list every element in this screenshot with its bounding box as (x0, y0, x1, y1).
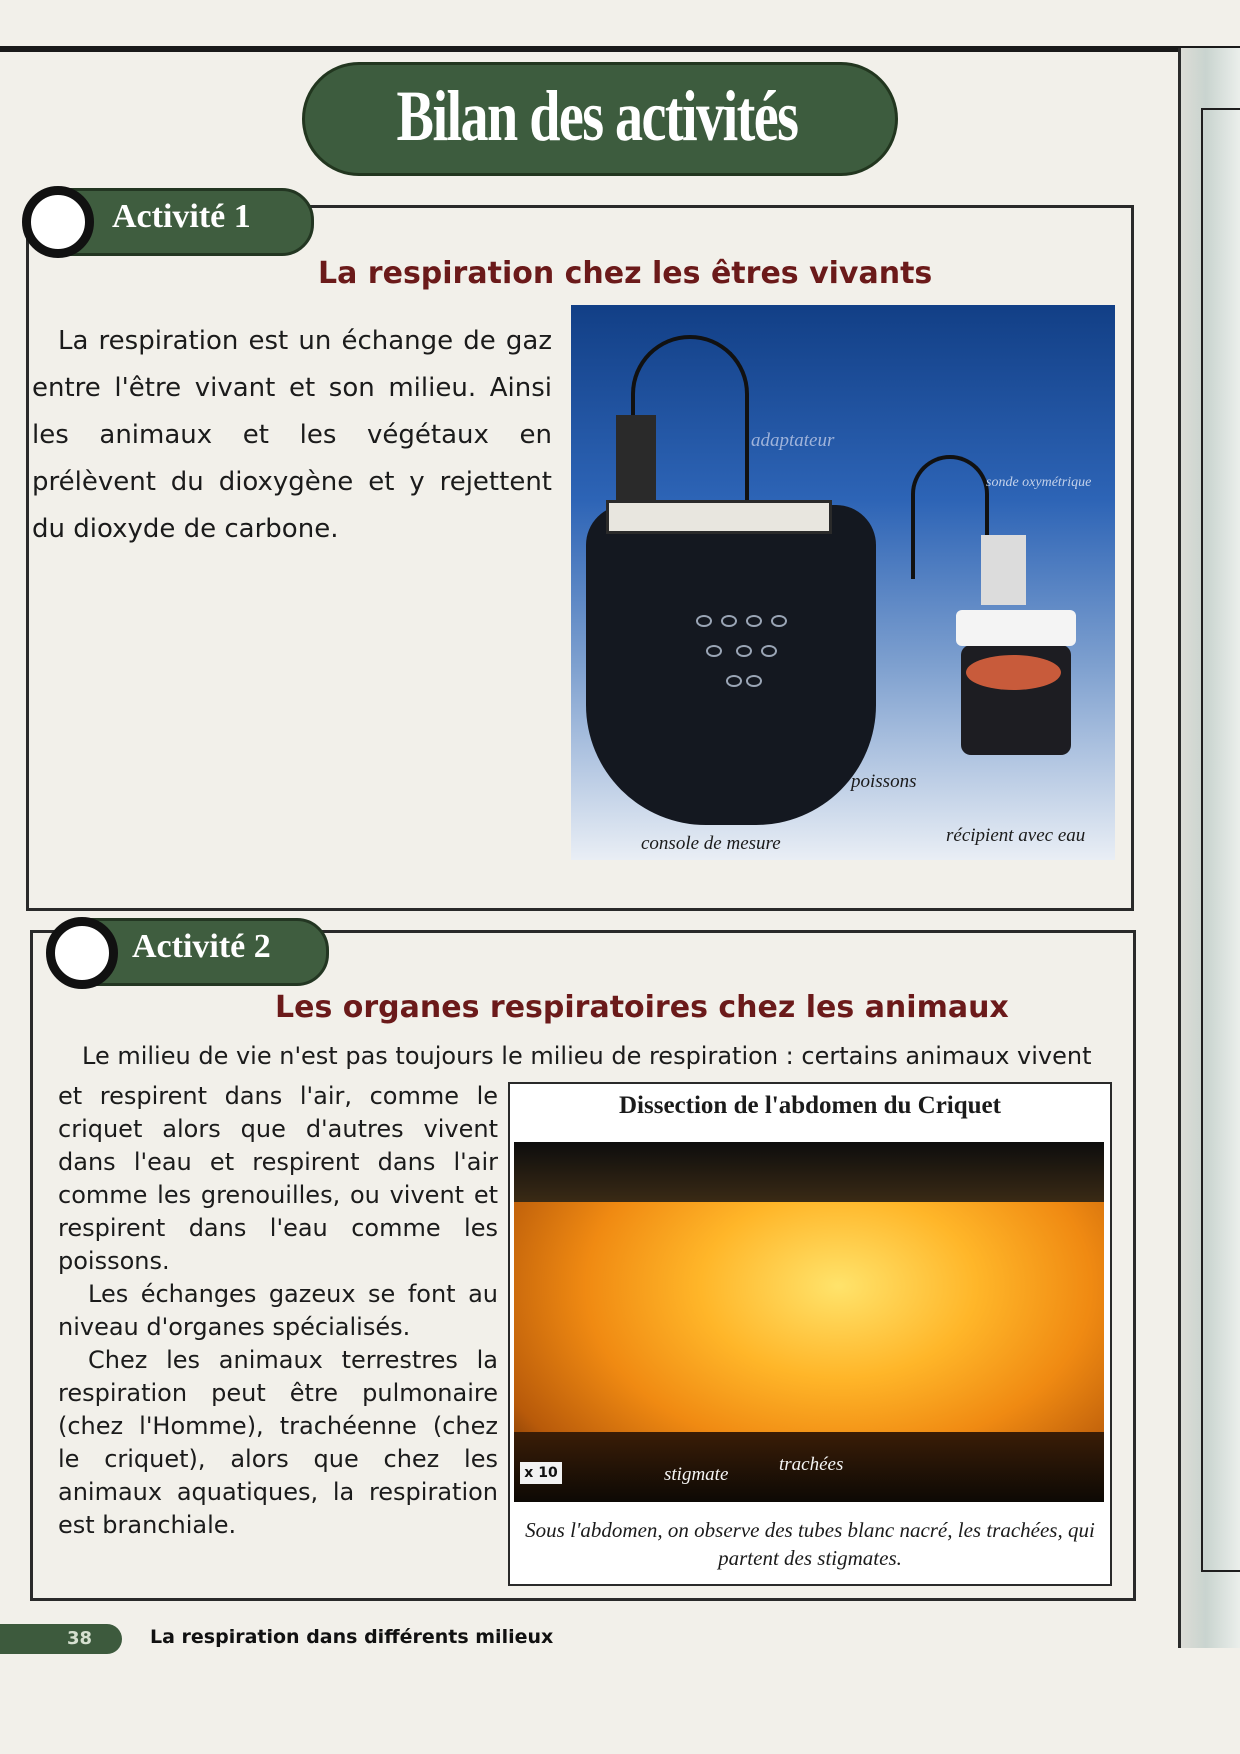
label-stigmate: stigmate (664, 1464, 729, 1485)
measurement-console (586, 505, 876, 825)
activity-2-intro-line: Le milieu de vie n'est pas toujours le milieu de respiration : certains animaux vivent (82, 1042, 1092, 1070)
probe-cable (911, 455, 989, 579)
magnification-badge: x 10 (520, 1462, 562, 1484)
fish-shape (966, 655, 1061, 690)
activity-2-paragraph-3: Chez les animaux terrestres la respiration peut être pulmonaire (chez l'Homme), trachéenne (chez le criquet), alors que chez les animaux aquatiques, la respiration est branchiale. (58, 1346, 498, 1539)
figure-title: Dissection de l'abdomen du Criquet (619, 1092, 1001, 1119)
activity-1-text: La respiration est un échange de gaz entre l'être vivant et son milieu. Ainsi les animaux et les végétaux en prélèvent du dioxygène et y rejettent du dioxyde de carbone. (32, 326, 552, 544)
page-title: Bilan des activités (396, 76, 798, 156)
top-edge-line (0, 46, 1240, 52)
facing-page-edge (1178, 48, 1240, 1648)
label-console: console de mesure (641, 833, 781, 854)
activity-1-circle-icon (22, 186, 94, 258)
dissection-photo (514, 1142, 1104, 1502)
label-trachees: trachées (779, 1454, 844, 1475)
label-adaptateur: adaptateur (751, 430, 835, 451)
label-poissons: poissons (851, 771, 917, 792)
page-number: 38 (0, 1624, 122, 1654)
label-sonde: sonde oxymétrique (986, 475, 1092, 490)
activity-2-text (58, 1080, 498, 1542)
photo-dark-top (514, 1142, 1104, 1202)
facing-page-frame (1201, 108, 1240, 1572)
activity-2-paragraph-1: et respirent dans l'air, comme le criquet alors que d'autres vivent dans l'eau et respirent dans l'air comme les grenouilles, ou vivent et respirent dans l'eau comme les poissons. (58, 1082, 498, 1275)
activity-2-circle-icon (46, 917, 118, 989)
label-recipient: récipient avec eau (946, 825, 1086, 846)
chapter-title: La respiration dans différents milieux (150, 1626, 554, 1648)
activity-2-paragraph-2: Les échanges gazeux se font au niveau d'organes spécialisés. (58, 1280, 498, 1341)
oxygen-probe (981, 535, 1026, 605)
activity-1-label: Activité 1 (112, 198, 251, 235)
console-screen (606, 500, 832, 534)
activity-1-subtitle: La respiration chez les êtres vivants (318, 256, 933, 291)
activity-2-subtitle: Les organes respiratoires chez les animaux (275, 990, 1009, 1025)
activity-2-label: Activité 2 (132, 928, 271, 965)
container-lid (956, 610, 1076, 646)
adapter-plug (616, 415, 656, 505)
figure-caption: Sous l'abdomen, on observe des tubes blanc nacré, les trachées, qui partent des stigmates. (525, 1518, 1095, 1570)
cricket-dissection-figure (508, 1082, 1112, 1586)
oxygen-meter-photo (571, 305, 1115, 860)
